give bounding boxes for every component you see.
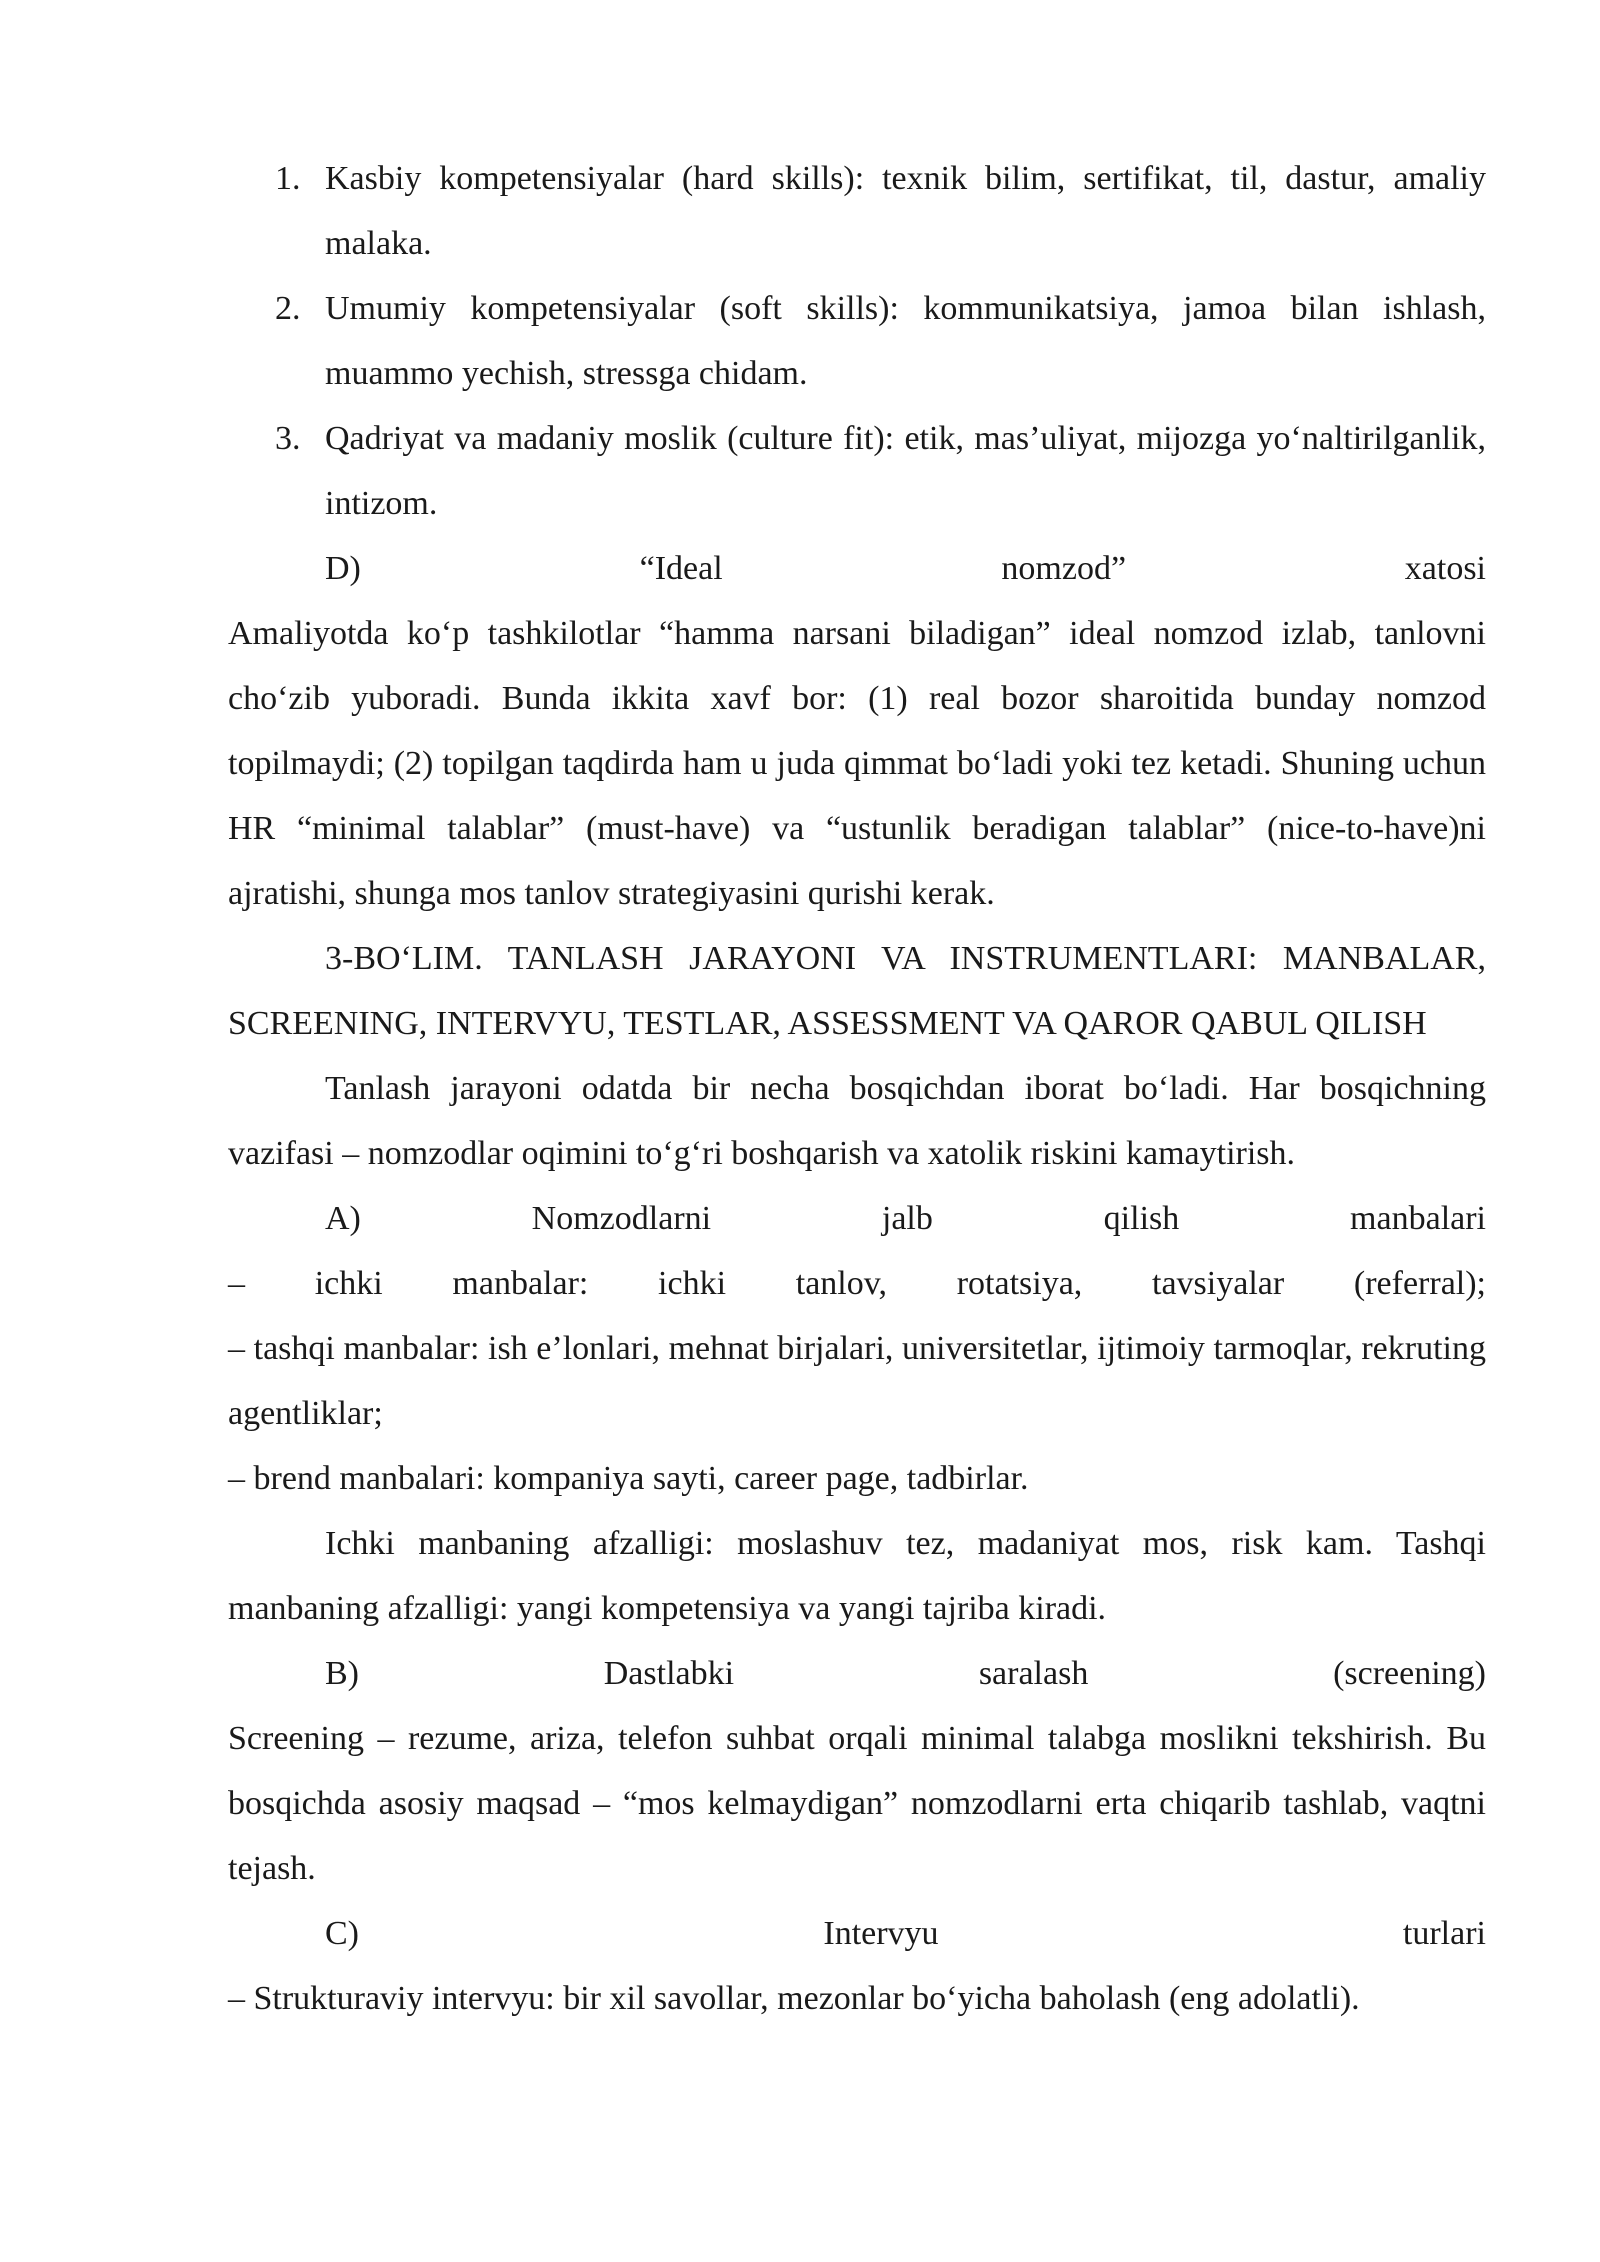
section-c-heading: C) Intervyu turlari bbox=[325, 1915, 1486, 1952]
list-text: Umumiy kompetensiyalar (soft skills): kommunikatsiya, jamoa bilan ishlash, muammo yechish, stressga chidam. bbox=[325, 290, 1486, 392]
section-b-heading: B) Dastlabki saralash (screening) bbox=[325, 1655, 1486, 1692]
section-a-note: Ichki manbaning afzalligi: moslashuv tez, madaniyat mos, risk kam. Tashqi manbaning afzalligi: yangi kompetensiya va yangi tajriba kiradi. bbox=[228, 1525, 1486, 1627]
chapter-intro: Tanlash jarayoni odatda bir necha bosqichdan iborat bo‘ladi. Har bosqichning vazifasi – nomzodlar oqimini to‘g‘ri boshqarish va xatolik riskini kamaytirish. bbox=[228, 1070, 1486, 1172]
section-a-heading: A) Nomzodlarni jalb qilish manbalari bbox=[325, 1200, 1486, 1237]
list-number: 1. bbox=[275, 160, 301, 197]
section-d-heading: D) “Ideal nomzod” xatosi bbox=[325, 550, 1486, 587]
section-d-body: Amaliyotda ko‘p tashkilotlar “hamma narsani biladigan” ideal nomzod izlab, tanlovni cho‘zib yuboradi. Bunda ikkita xavf bor: (1) real bozor sharoitida bunday nomzod topilmaydi; (2) topilgan taqdirda ham u juda qimmat bo‘ladi yoki tez ketadi. Shuning uchun HR “minimal talablar” (must-have) va “ustunlik beradigan talablar” (nice-to-have)ni ajratishi, shunga mos tanlov strategiyasini qurishi kerak. bbox=[228, 615, 1486, 912]
list-item bbox=[228, 406, 1486, 536]
section-a-line-external: – tashqi manbalar: ish e’lonlari, mehnat birjalari, universitetlar, ijtimoiy tarmoqlar, rekruting agentliklar; bbox=[228, 1330, 1486, 1432]
section-a-line-internal: – ichki manbalar: ichki tanlov, rotatsiya, tavsiyalar (referral); bbox=[228, 1265, 1486, 1302]
list-item bbox=[228, 146, 1486, 276]
list-text: Kasbiy kompetensiyalar (hard skills): texnik bilim, sertifikat, til, dastur, amaliy malaka. bbox=[325, 160, 1486, 262]
list-number: 2. bbox=[275, 290, 301, 327]
document-page bbox=[228, 146, 1486, 2031]
section-b-body: Screening – rezume, ariza, telefon suhbat orqali minimal talabga moslikni tekshirish. Bu bosqichda asosiy maqsad – “mos kelmaydigan” nomzodlarni erta chiqarib tashlab, vaqtni tejash. bbox=[228, 1720, 1486, 1887]
list-item bbox=[228, 276, 1486, 406]
section-a-line-brand: – brend manbalari: kompaniya sayti, career page, tadbirlar. bbox=[228, 1460, 1029, 1497]
list-text: Qadriyat va madaniy moslik (culture fit): etik, mas’uliyat, mijozga yo‘naltirilganlik, intizom. bbox=[325, 420, 1486, 522]
section-c-line-structured: – Strukturaviy intervyu: bir xil savollar, mezonlar bo‘yicha baholash (eng adolatli). bbox=[228, 1980, 1360, 2017]
chapter-title: 3-BO‘LIM. TANLASH JARAYONI VA INSTRUMENTLARI: MANBALAR, SCREENING, INTERVYU, TESTLAR, ASSESSMENT VA QAROR QABUL QILISH bbox=[228, 940, 1486, 1042]
list-number: 3. bbox=[275, 420, 301, 457]
